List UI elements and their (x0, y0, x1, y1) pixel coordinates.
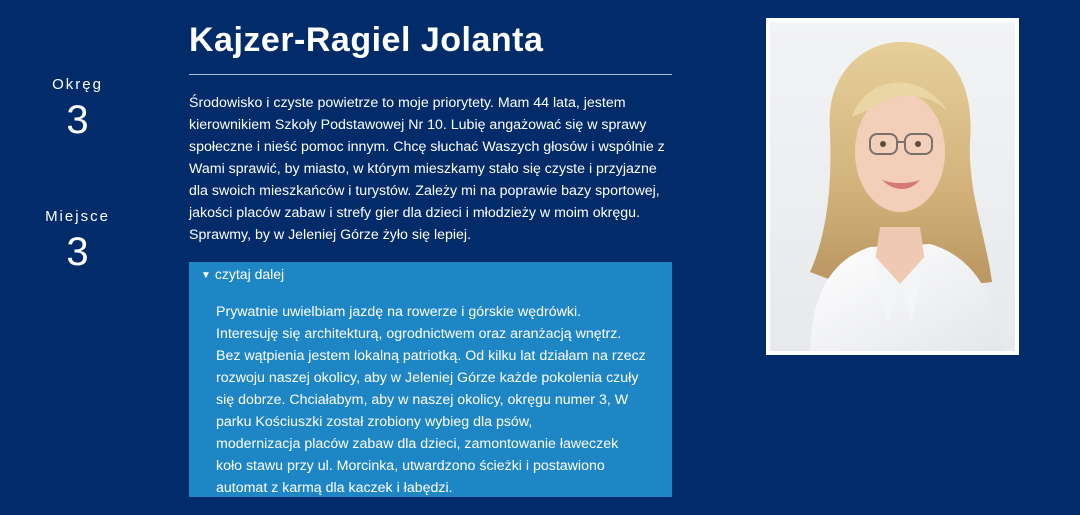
candidate-photo (770, 22, 1015, 351)
position-value: 3 (66, 230, 89, 274)
candidate-bio: Środowisko i czyste powietrze to moje priorytety. Mam 44 lata, jestem kierownikiem Szkoły Podstawowej Nr 10. Lubię angażować się w sprawy społeczne i nieść pomoc innym. Chcę słuchać Waszych głosów i wspólnie z Wami sprawić, by miasto, w którym mieszkamy stało się czyste i przyjazne dla swoich mieszkańców i turystów. Zależy mi na poprawie bazy sportowej, jakości placów zabaw i strefy gier dla dzieci i młodzieży w moim okręgu. Sprawmy, by w Jeleniej Górze żyło się lepiej. (189, 95, 665, 243)
district-label: Okręg (52, 76, 103, 93)
read-more-toggle[interactable] (201, 264, 284, 284)
candidate-name: Kajzer-Ragiel Jolanta (189, 21, 544, 59)
read-more-panel (189, 262, 672, 497)
district-value: 3 (66, 98, 89, 142)
read-more-label: czytaj dalej (214, 266, 285, 282)
read-more-text: Prywatnie uwielbiam jazdę na rowerze i górskie wędrówki. Interesuję się architekturą, ogrodnictwem oraz aranżacją wnętrz. Bez wątpienia jestem lokalną patriotką. Od kilku lat działam na rzecz rozwoju naszej okolicy, aby w Jeleniej Górze każde pokolenia czuły się dobrze. Chciałabym, aby w naszej okolicy, okręgu numer 3, W parku Kościuszki został zrobiony wybieg dla psów, modernizacja placów zabaw dla dzieci, zamontowanie ławeczek koło stawu przy ul. Morcinka, utwardzono ścieżki i postawiono automat z karmą dla kaczek i łabędzi. (216, 304, 646, 496)
candidate-photo-frame (766, 18, 1019, 355)
title-divider (189, 74, 672, 75)
triangle-down-icon: ▼ (201, 270, 211, 281)
position-label: Miejsce (45, 208, 110, 225)
